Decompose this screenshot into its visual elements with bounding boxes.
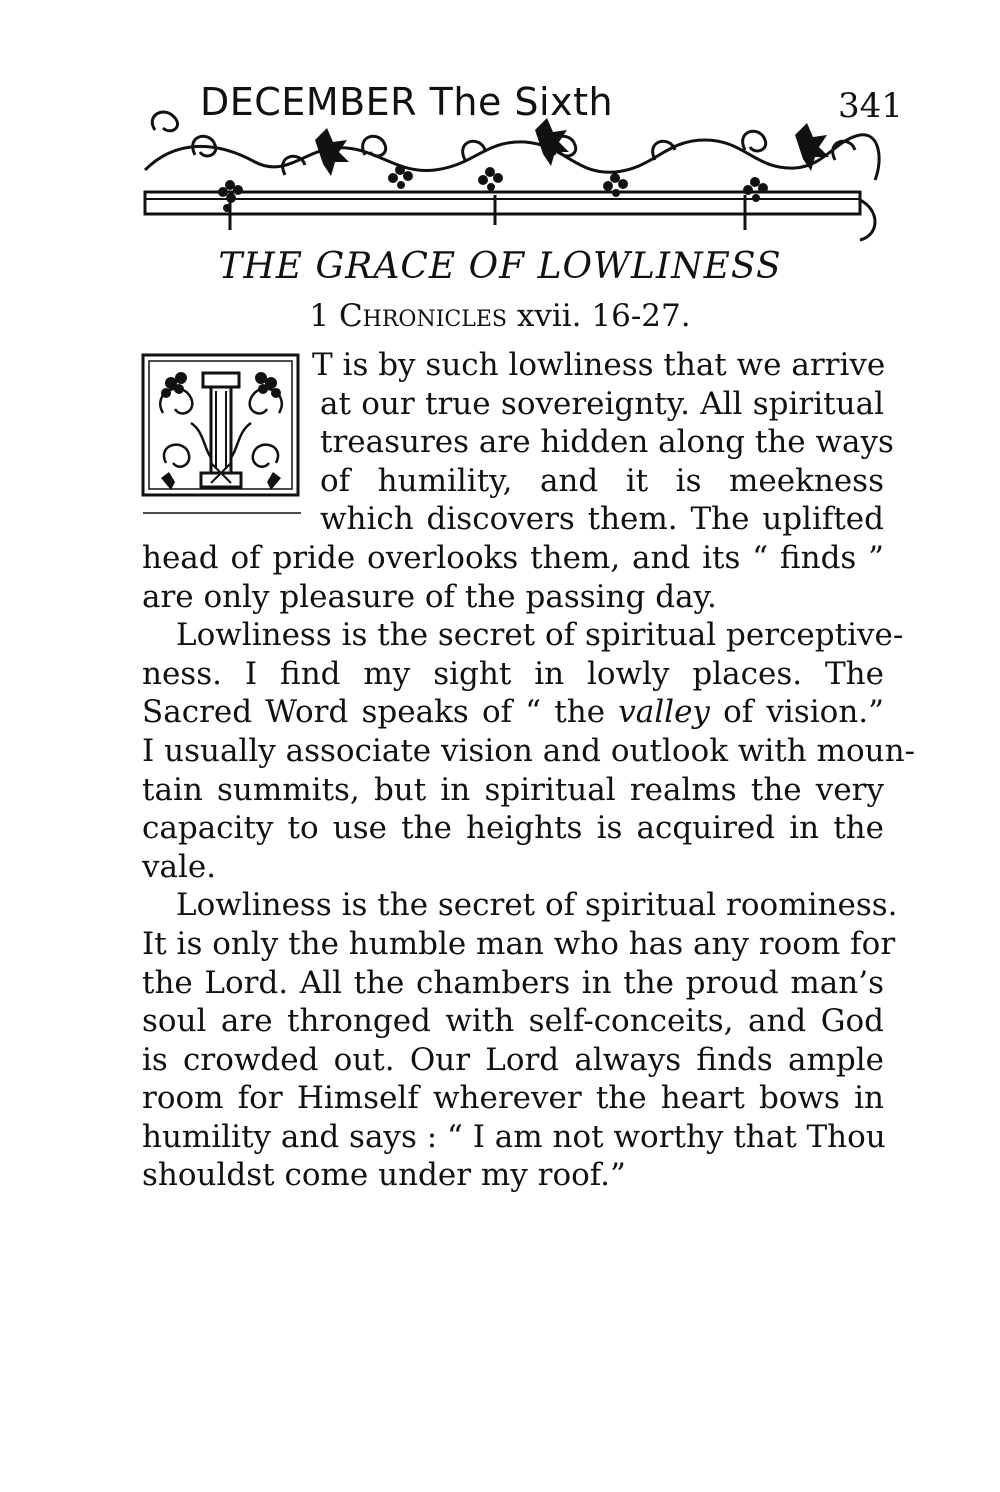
text-line: of humility, and it is meekness [320,462,884,499]
text-line: I usually associate vision and outlook with moun- [142,732,916,769]
text-line: at our true sovereignty. All spiritual [320,385,884,422]
text-line: treasures are hidden along the ways [320,424,894,461]
text-line: are only pleasure of the passing day. [142,578,717,615]
paragraph-3 [142,886,898,1195]
text-line: T is by such lowliness that we arrive [312,347,886,383]
text-line: head of pride overlooks them, and its “ finds ” [142,539,884,576]
vine-ornament-icon [135,100,885,250]
reference-chapter-verse: xvii. 16-27. [516,298,691,334]
text-segment: Sacred Word speaks of “ the [142,694,619,731]
body-text [142,346,916,1195]
text-line: Lowliness is the secret of spiritual perceptive- [176,617,904,654]
text-line: soul are thronged with self-conceits, and God [142,1003,884,1040]
chapter-title: THE GRACE OF LOWLINESS [218,246,782,287]
text-line: capacity to use the heights is acquired in the [142,810,884,847]
text-line: shouldst come under my roof.” [142,1157,626,1194]
reference-book: 1 Chronicles [309,298,507,334]
scripture-reference [0,298,1000,334]
italic-word: valley [618,694,710,731]
running-head: DECEMBER The Sixth [200,80,614,124]
text-line: vale. [142,848,217,885]
text-line: Lowliness is the secret of spiritual roominess. [176,887,898,924]
page-number: 341 [838,86,903,126]
paragraph-1 [142,346,894,616]
text-line: tain summits, but in spiritual realms the very [142,771,884,808]
text-line: humility and says : “ I am not worthy that Thou [142,1118,886,1155]
text-line: is crowded out. Our Lord always finds ample [142,1041,884,1078]
text-line: which discovers them. The uplifted [320,501,884,538]
text-line: ness. I find my sight in lowly places. The [142,655,884,692]
text-line-composite [142,693,884,732]
text-line: room for Himself wherever the heart bows in [142,1080,884,1117]
text-segment: of vision.” [709,694,885,731]
text-line: It is only the humble man who has any room for [142,925,896,962]
paragraph-2 [142,616,916,886]
text-line: the Lord. All the chambers in the proud man’s [142,964,884,1001]
